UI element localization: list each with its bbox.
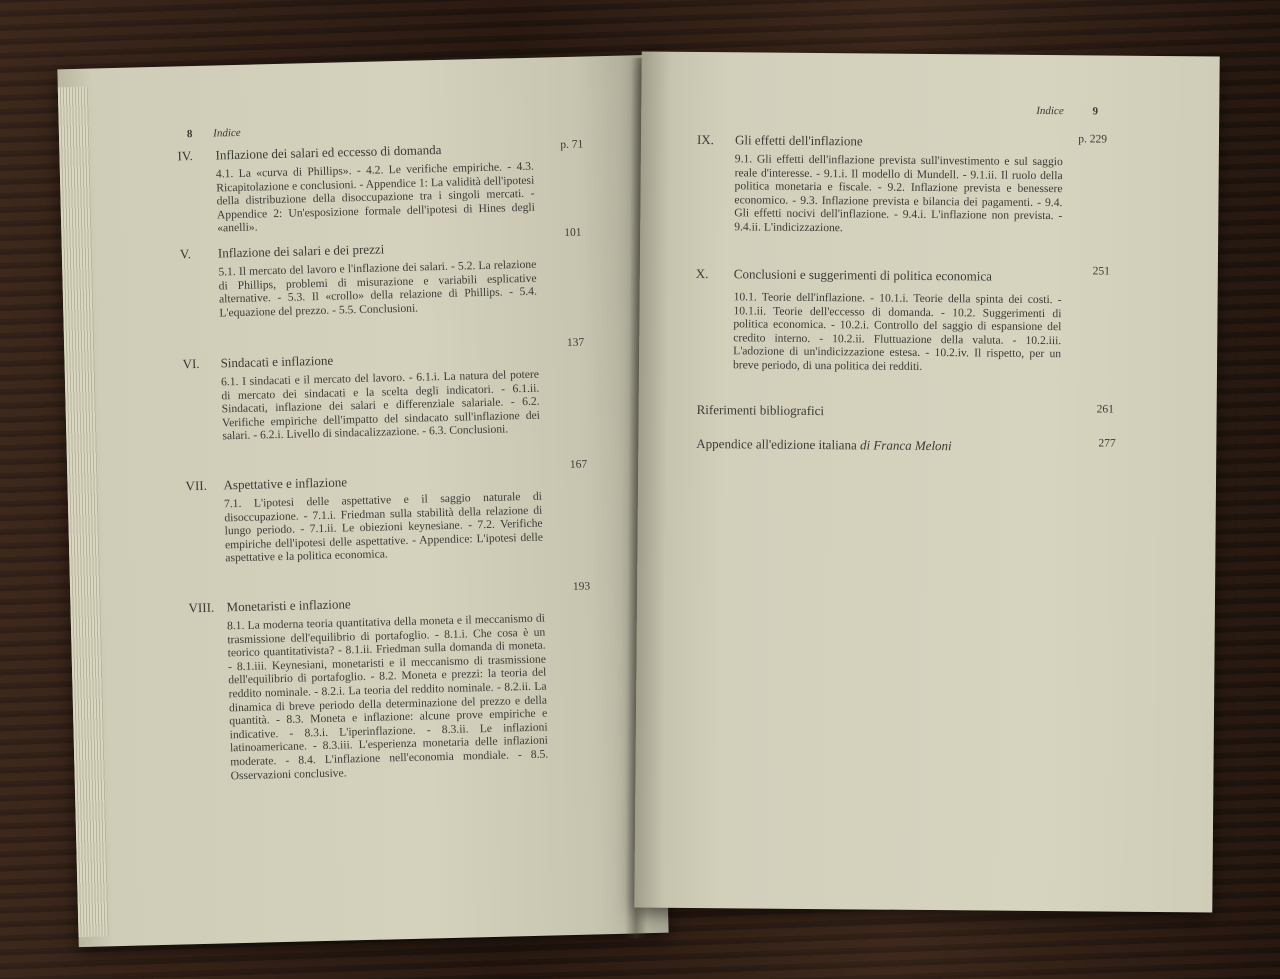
chapter-number: VI.	[182, 355, 200, 372]
chapter-title: Gli effetti dell'inflazione	[734, 132, 863, 149]
references-title: Riferimenti bibliografici	[696, 401, 825, 419]
chapter-summary: 6.1. I sindacati e il mercato del lavoro. - 6.1.i. La natura del potere di mercato dei sindacati e la scelta degli indicatori. - 6.1.ii. Sindacati, inflazione dei salari e differenziale salariale. - 6.2. Verifiche empiriche dell'impatto del sindacato sull'inflazione dei salari. - 6.2.i. Livello di sindacalizzazione. - 6.3. Conclusioni.	[220, 367, 541, 443]
chapter-summary: 8.1. La moderna teoria quantitativa della moneta e il meccanismo di trasmissione dell'equilibrio di portafoglio. - 8.1.i. Che cosa è un teorico quantitativista? - 8.1.ii. Friedman sulla domanda di moneta. - 8.1.iii. Keynesiani, monetaristi e il meccanismo di trasmissione dell'equilibrio di portafoglio. - 8.2. Moneta e prezzi: la teoria del reddito nominale. - 8.2.i. La teoria del reddito nominale. - 8.2.ii. La dinamica di breve periodo della determinazione del prezzo e della quantità. - 8.3. Moneta e inflazione: alcune prove empiriche e indicative. - 8.3.i. L'iperinflazione. - 8.3.ii. Le inflazioni latinoamericane. - 8.3.iii. L'esperienza monetaria delle inflazioni moderate. - 8.4. L'inflazione nell'economia mondiale. - 8.5. Osservazioni conclusive.	[226, 611, 549, 782]
left-folio	[187, 127, 241, 140]
appendix-title: Appendice all'edizione italiana	[696, 435, 857, 453]
chapter-page: 167	[569, 458, 588, 471]
chapter-title: Inflazione dei salari e dei prezzi	[217, 241, 385, 261]
chapter-title: Inflazione dei salari ed eccesso di domanda	[215, 141, 442, 163]
page-edges	[58, 87, 109, 937]
chapter-number: X.	[695, 265, 709, 282]
page-number: 9	[1092, 105, 1099, 118]
chapter-number: VIII.	[188, 599, 215, 616]
chapter-page: 101	[564, 226, 582, 240]
appendix-page: 277	[1098, 437, 1116, 450]
chapter-page: p. 71	[560, 138, 584, 152]
chapter-title: Sindacati e inflazione	[220, 352, 334, 371]
right-folio	[1036, 105, 1098, 118]
toc-entry-v	[179, 226, 582, 320]
chapter-number: V.	[179, 246, 192, 262]
chapter-number: VII.	[185, 477, 208, 494]
running-head: Indice	[1036, 104, 1064, 118]
running-head: Indice	[213, 126, 241, 140]
references-page: 261	[1096, 403, 1114, 416]
chapter-page: 251	[1092, 265, 1110, 278]
appendix-entry	[696, 436, 952, 454]
chapter-page: p. 229	[1078, 133, 1108, 146]
chapter-summary: 10.1. Teorie dell'inflazione. - 10.1.i. Teorie della spinta dei costi. - 10.1.ii. Teorie dell'eccesso di domanda. - 10.2. Suggerimenti di politica economica. - 10.2.i. Controllo del saggio di espansione del credito interno. - 10.2.ii. Fluttuazione della valuta. - 10.2.iii. L'adozione di un'indicizzazione estesa. - 10.2.iv. Il rispetto, per un breve periodo, di una politica dei redditi.	[732, 290, 1062, 373]
chapter-summary: 5.1. Il mercato del lavoro e l'inflazione dei salari. - 5.2. La relazione di Phillips, problemi di misurazione e variabili esplicative alternative. - 5.3. Il «crollo» della relazione di Phillips. - 5.4. L'equazione del prezzo. - 5.5. Conclusioni.	[218, 257, 538, 320]
chapter-title: Conclusioni e suggerimenti di politica economica	[733, 266, 993, 284]
chapter-title: Aspettative e inflazione	[223, 474, 348, 493]
chapter-summary: 4.1. La «curva di Phillips». - 4.2. Le verifiche empiriche. - 4.3. Ricapitolazione e conclusioni. - Appendice 1: La validità dell'ipotesi della distribuzione della disoccupazione tra i singoli mercati. - Appendice 2: Un'esposizione formale dell'ipotesi di Hines degli «anelli».	[215, 159, 536, 235]
appendix-author: di Franca Meloni	[859, 437, 952, 454]
toc-entry-vii	[185, 458, 588, 565]
left-page	[57, 55, 668, 947]
chapter-number: IX.	[696, 131, 715, 148]
toc-entry-viii	[188, 580, 591, 782]
chapter-summary: 7.1. L'ipotesi delle aspettative e il saggio naturale di disoccupazione. - 7.1.i. Friedman sulla stabilità della relazione di lungo periodo. - 7.1.ii. Le obiezioni keynesiane. - 7.2. Verifiche empiriche dell'ipotesi delle aspettative. - Appendice: L'ipotesi delle aspettative e la politica economica.	[223, 489, 544, 565]
chapter-title: Monetaristi e inflazione	[226, 596, 351, 615]
chapter-summary: 9.1. Gli effetti dell'inflazione prevista sull'investimento e sul saggio reale d'interesse. - 9.1.i. Il modello di Mundell. - 9.1.ii. Il ruolo della politica monetaria e fiscale. - 9.2. Inflazione prevista e benessere economico. - 9.3. Inflazione prevista e bilancia dei pagamenti. - 9.4. Gli effetti nocivi dell'inflazione. - 9.4.i. L'inflazione non prevista. - 9.4.ii. L'indicizzazione.	[734, 152, 1063, 235]
references-entry	[697, 402, 825, 419]
right-page	[634, 51, 1219, 912]
chapter-page: 193	[572, 580, 591, 593]
toc-entry-vi	[182, 336, 585, 443]
toc-entry-ix	[696, 131, 1108, 235]
chapter-number: IV.	[177, 148, 193, 164]
chapter-page: 137	[566, 336, 585, 349]
toc-entry-x	[695, 265, 1110, 373]
page-number: 8	[186, 128, 193, 141]
